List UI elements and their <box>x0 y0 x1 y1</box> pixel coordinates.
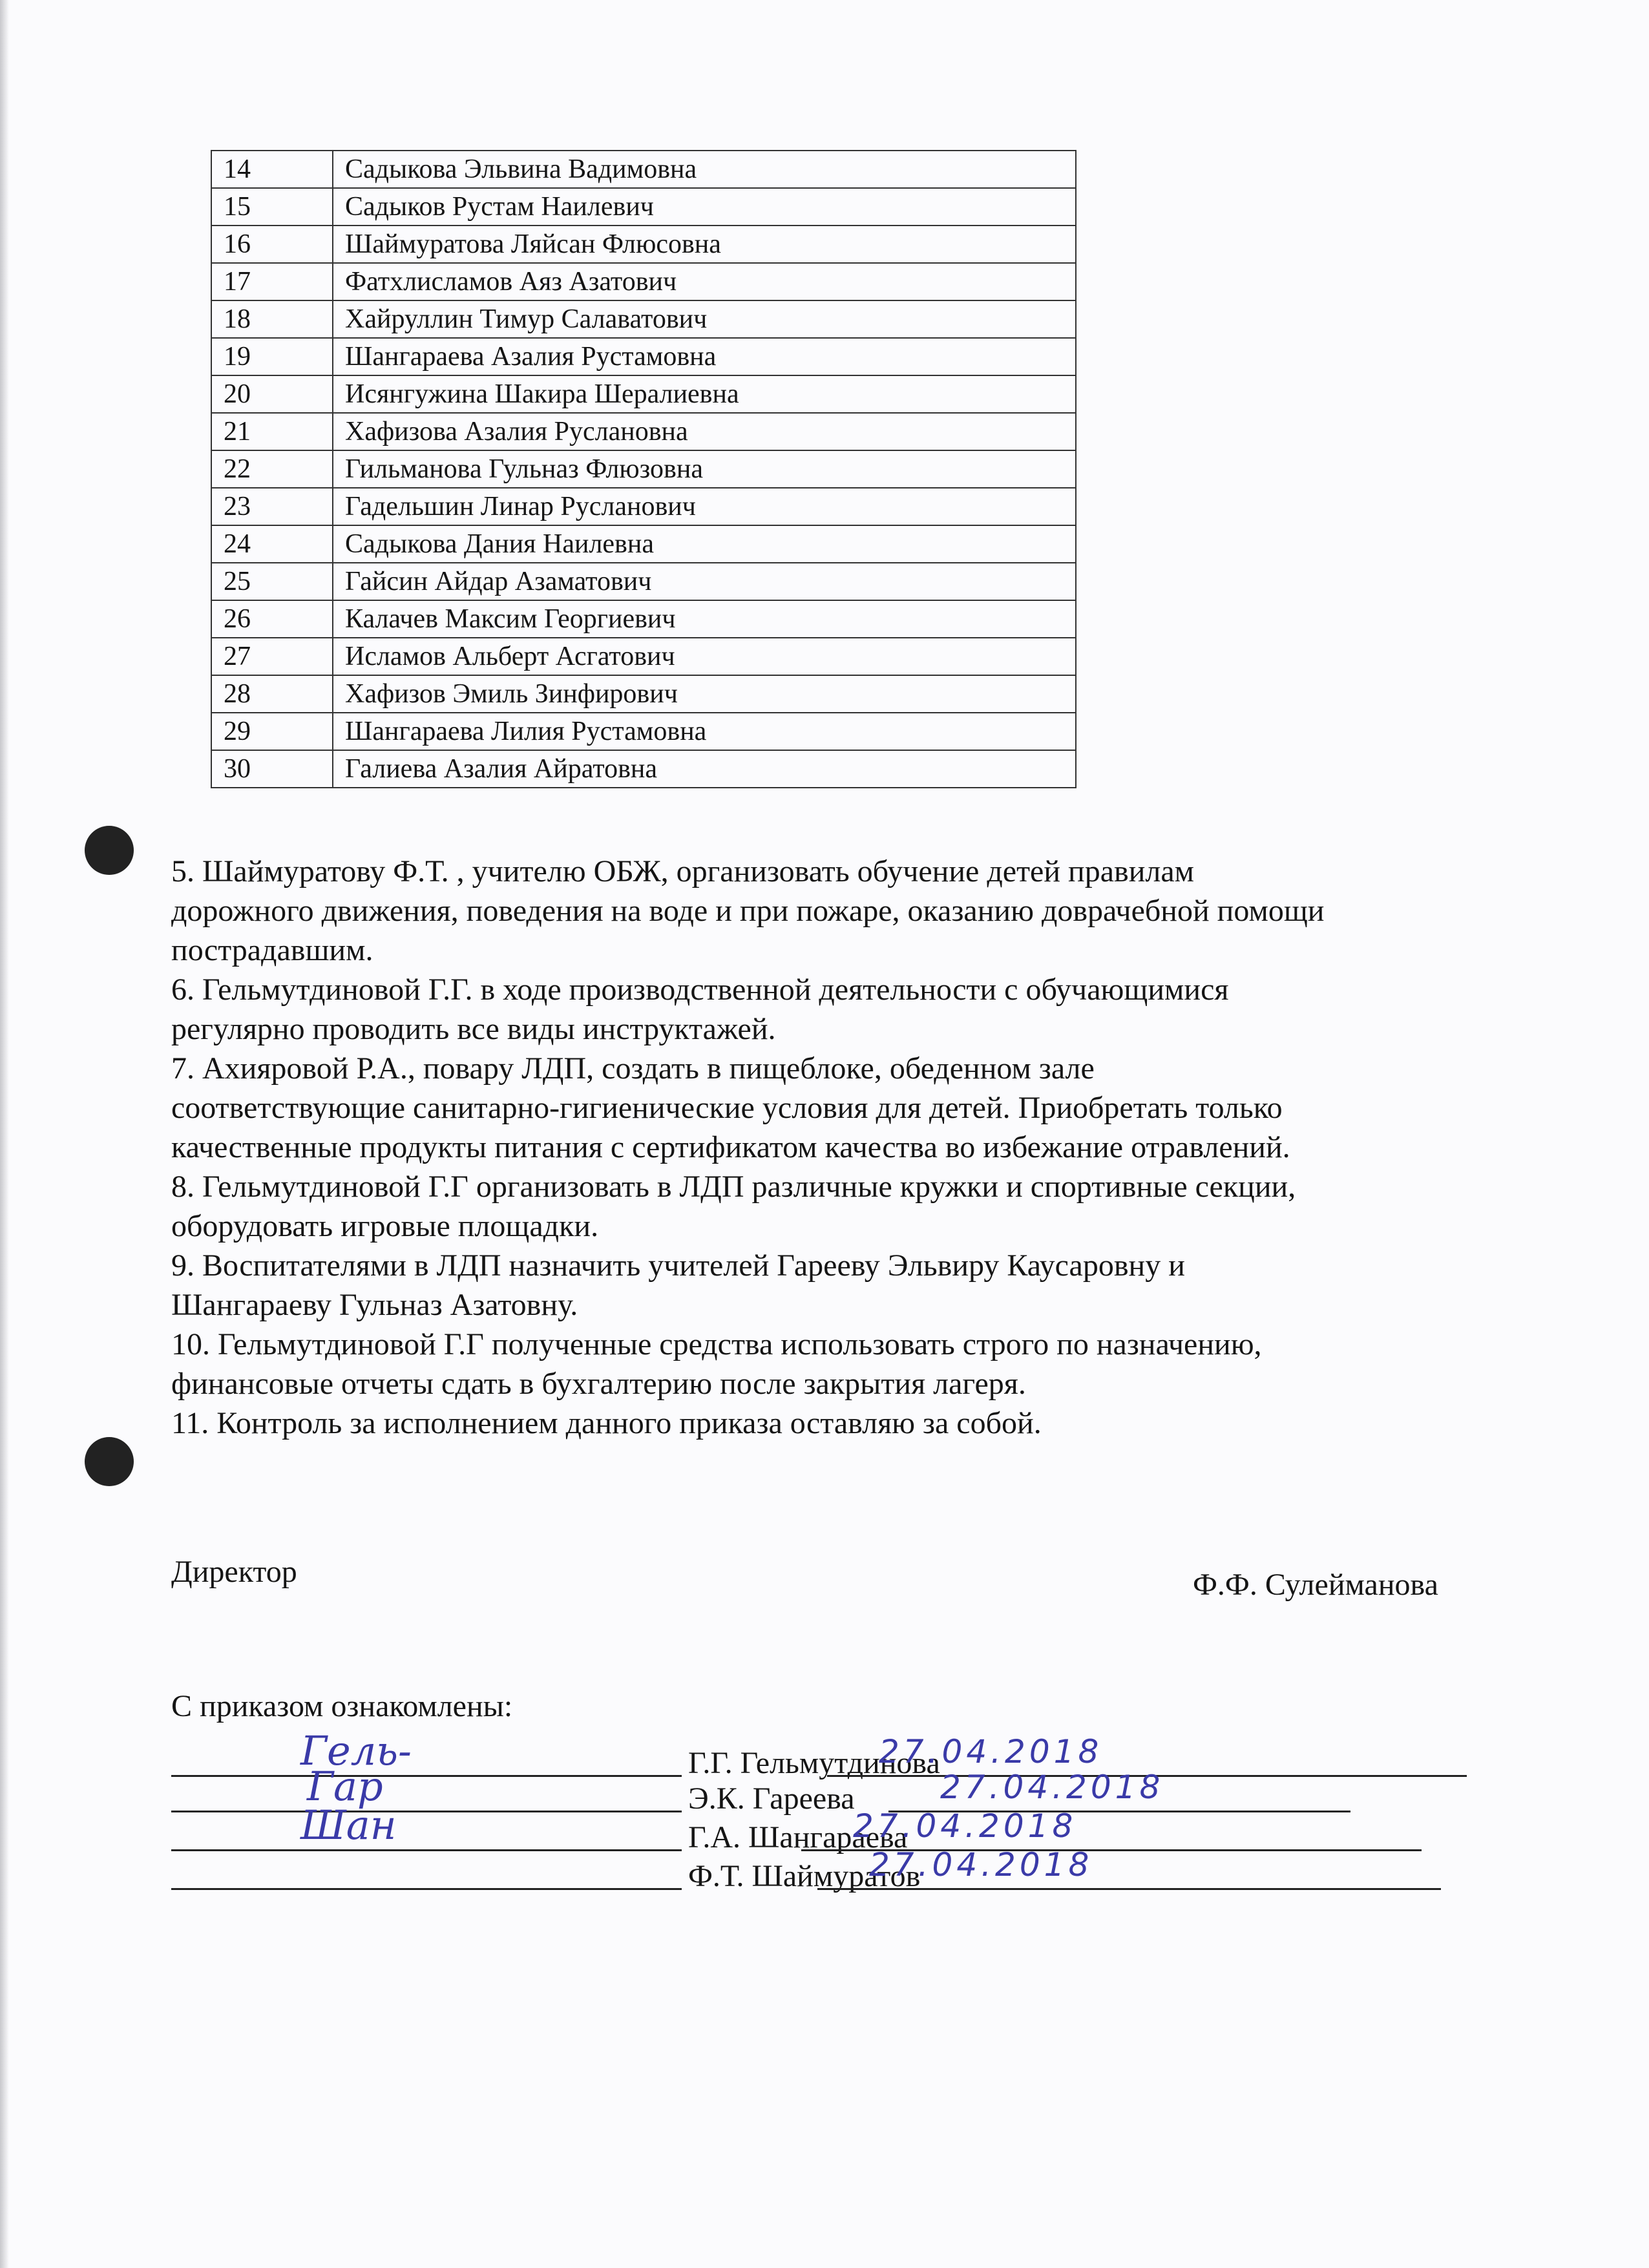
student-name: Садыков Рустам Наилевич <box>333 188 1076 226</box>
row-number: 21 <box>211 413 333 450</box>
scan-edge <box>0 0 9 2268</box>
handwritten-signature: Шан <box>300 1801 397 1849</box>
table-row <box>211 713 1076 750</box>
student-name: Калачев Максим Георгиевич <box>333 600 1076 638</box>
director-title: Директор <box>171 1555 297 1589</box>
row-number: 17 <box>211 263 333 300</box>
punch-hole <box>85 1437 134 1486</box>
table-row <box>211 413 1076 450</box>
signature-row <box>171 1801 1528 1854</box>
handwritten-date: 27.04.2018 <box>853 1807 1077 1845</box>
order-line: регулярно проводить все виды инструктажей. <box>171 1012 776 1046</box>
order-line: финансовые отчеты сдать в бухгалтерию после закрытия лагеря. <box>171 1367 1026 1401</box>
table-row <box>211 638 1076 675</box>
student-name: Исламов Альберт Асгатович <box>333 638 1076 675</box>
order-line: 11. Контроль за исполнением данного приказа оставляю за собой. <box>171 1406 1042 1440</box>
table-row <box>211 600 1076 638</box>
order-line: соответствующие санитарно-гигиенические условия для детей. Приобретать только <box>171 1091 1283 1125</box>
student-name: Гайсин Айдар Азаматович <box>333 563 1076 600</box>
row-number: 23 <box>211 488 333 525</box>
handwritten-signature: Гель- <box>300 1727 412 1774</box>
signer-name: Ф.Т. Шаймуратов <box>688 1859 921 1893</box>
row-number: 28 <box>211 675 333 713</box>
row-number: 14 <box>211 151 333 188</box>
student-name: Хафизова Азалия Руслановна <box>333 413 1076 450</box>
order-line: оборудовать игровые площадки. <box>171 1209 599 1243</box>
table-row <box>211 488 1076 525</box>
table-row <box>211 151 1076 188</box>
row-number: 19 <box>211 338 333 375</box>
table-row <box>211 675 1076 713</box>
order-line: 8. Гельмутдиновой Г.Г организовать в ЛДП различные кружки и спортивные секции, <box>171 1170 1296 1204</box>
row-number: 15 <box>211 188 333 226</box>
row-number: 30 <box>211 750 333 788</box>
signer-name: Г.А. Шангараева <box>688 1820 908 1854</box>
handwritten-date: 27.04.2018 <box>869 1846 1093 1884</box>
table-row <box>211 750 1076 788</box>
director-name: Ф.Ф. Сулейманова <box>1193 1568 1438 1602</box>
order-line: 10. Гельмутдиновой Г.Г полученные средства использовать строго по назначению, <box>171 1327 1262 1361</box>
row-number: 18 <box>211 300 333 338</box>
row-number: 29 <box>211 713 333 750</box>
order-line: 7. Ахияровой Р.А., повару ЛДП, создать в пищеблоке, обеденном зале <box>171 1051 1095 1086</box>
handwritten-date: 27.04.2018 <box>940 1769 1164 1806</box>
student-name: Исянгужина Шакира Шералиевна <box>333 375 1076 413</box>
order-line: качественные продукты питания с сертификатом качества во избежание отравлений. <box>171 1130 1290 1164</box>
signature-line <box>171 1888 682 1890</box>
student-name: Фатхлисламов Аяз Азатович <box>333 263 1076 300</box>
handwritten-date: 27.04.2018 <box>879 1733 1103 1770</box>
order-line: дорожного движения, поведения на воде и при пожаре, оказанию доврачебной помощи <box>171 894 1325 928</box>
student-name: Хайруллин Тимур Салаватович <box>333 300 1076 338</box>
student-name: Садыкова Эльвина Вадимовна <box>333 151 1076 188</box>
order-line: пострадавшим. <box>171 933 373 967</box>
student-name: Шаймуратова Ляйсан Флюсовна <box>333 226 1076 263</box>
row-number: 24 <box>211 525 333 563</box>
signer-name: Г.Г. Гельмутдинова <box>688 1746 940 1780</box>
table-row <box>211 263 1076 300</box>
table-row <box>211 188 1076 226</box>
handwritten-signature: Гар <box>307 1763 383 1810</box>
punch-hole <box>85 826 134 875</box>
acknowledged-heading: С приказом ознакомлены: <box>171 1689 513 1723</box>
student-name: Гадельшин Линар Русланович <box>333 488 1076 525</box>
table-row <box>211 226 1076 263</box>
order-line: 6. Гельмутдиновой Г.Г. в ходе производственной деятельности с обучающимися <box>171 972 1229 1007</box>
row-number: 25 <box>211 563 333 600</box>
row-number: 27 <box>211 638 333 675</box>
table-row <box>211 338 1076 375</box>
table-row <box>211 525 1076 563</box>
student-name: Хафизов Эмиль Зинфирович <box>333 675 1076 713</box>
table-row <box>211 450 1076 488</box>
students-table <box>211 150 1077 788</box>
row-number: 16 <box>211 226 333 263</box>
order-line: Шангараеву Гульназ Азатовну. <box>171 1288 578 1322</box>
student-name: Садыкова Дания Наилевна <box>333 525 1076 563</box>
order-line: 9. Воспитателями в ЛДП назначить учителей Гарееву Эльвиру Каусаровну и <box>171 1248 1185 1283</box>
date-line <box>817 1888 1441 1890</box>
student-name: Шангараева Лилия Рустамовна <box>333 713 1076 750</box>
student-name: Галиева Азалия Айратовна <box>333 750 1076 788</box>
table-row <box>211 300 1076 338</box>
row-number: 20 <box>211 375 333 413</box>
table-row <box>211 375 1076 413</box>
signature-row <box>171 1846 1528 1893</box>
student-name: Шангараева Азалия Рустамовна <box>333 338 1076 375</box>
row-number: 22 <box>211 450 333 488</box>
order-line: 5. Шаймуратову Ф.Т. , учителю ОБЖ, организовать обучение детей правилам <box>171 854 1195 888</box>
row-number: 26 <box>211 600 333 638</box>
order-items <box>171 852 1593 1443</box>
table-row <box>211 563 1076 600</box>
student-name: Гильманова Гульназ Флюзовна <box>333 450 1076 488</box>
signer-name: Э.К. Гареева <box>688 1781 855 1816</box>
